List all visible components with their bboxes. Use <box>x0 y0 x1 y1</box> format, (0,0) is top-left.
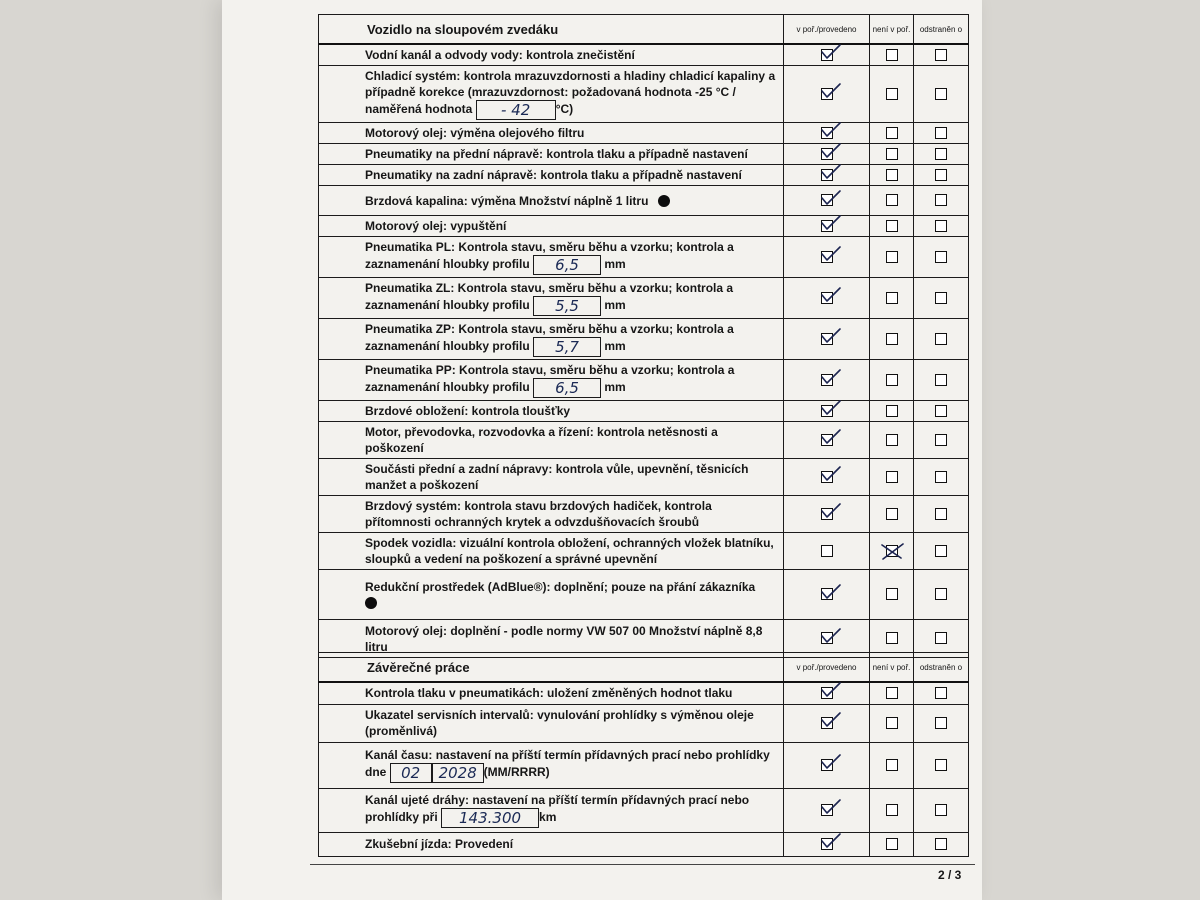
checkbox-done[interactable] <box>821 374 833 386</box>
checklist-row <box>319 237 969 278</box>
handwritten-value-field[interactable]: 2028 <box>432 763 484 783</box>
checkbox-cell-not-ok <box>870 278 914 319</box>
checkbox-cell-not-ok <box>870 401 914 422</box>
label-text: Zkušební jízda: Provedení <box>365 837 514 851</box>
checkbox-cell-removed <box>914 570 969 620</box>
section-lift <box>318 14 968 658</box>
checkbox-cell-removed <box>914 278 969 319</box>
checkbox-cell-removed <box>914 237 969 278</box>
handwritten-value-field[interactable]: 5,5 <box>533 296 601 316</box>
handwritten-value-field[interactable]: 5,7 <box>533 337 601 357</box>
checkbox-done[interactable] <box>821 405 833 417</box>
checkbox-done[interactable] <box>821 545 833 557</box>
checkbox-not-ok[interactable] <box>886 148 898 160</box>
checkbox-cell-done <box>784 144 870 165</box>
checkbox-cell-removed <box>914 144 969 165</box>
checkbox-done[interactable] <box>821 632 833 644</box>
checkbox-cell-not-ok <box>870 186 914 216</box>
row-label <box>319 496 784 533</box>
checklist-row <box>319 459 969 496</box>
handwritten-value-field[interactable]: - 42 <box>476 100 556 120</box>
row-label <box>319 422 784 459</box>
checkbox-removed[interactable] <box>935 374 947 386</box>
label-text: Chladicí systém: kontrola mrazuvzdornosti a hladiny chladicí kapaliny a případně korekce (mrazuvzdornost: požadovaná hodnota -25 °C / naměřená hodnota <box>365 69 776 117</box>
checkbox-cell-removed <box>914 319 969 360</box>
checkbox-cell-done <box>784 237 870 278</box>
label-text: Pneumatiky na zadní nápravě: kontrola tlaku a případně nastavení <box>365 168 742 182</box>
label-text: Součásti přední a zadní nápravy: kontrola vůle, upevnění, těsnicích manžet a poškození <box>365 462 749 492</box>
row-label <box>319 319 784 360</box>
checkbox-not-ok[interactable] <box>886 49 898 61</box>
checkbox-cell-done <box>784 44 870 66</box>
checkbox-cell-removed <box>914 832 969 856</box>
row-label <box>319 123 784 144</box>
checkbox-not-ok[interactable] <box>886 405 898 417</box>
row-label <box>319 704 784 742</box>
row-label <box>319 66 784 123</box>
row-label <box>319 165 784 186</box>
checkbox-done[interactable] <box>821 148 833 160</box>
label-text: Brzdové obložení: kontrola tloušťky <box>365 404 571 418</box>
checkbox-not-ok[interactable] <box>886 127 898 139</box>
checklist-row <box>319 704 969 742</box>
checkbox-not-ok[interactable] <box>886 632 898 644</box>
checkbox-cell-not-ok <box>870 832 914 856</box>
checkbox-removed[interactable] <box>935 717 947 729</box>
label-text: mm <box>601 257 626 272</box>
checkbox-cell-removed <box>914 459 969 496</box>
label-text: Motorový olej: doplnění - podle normy VW 507 00 Množství náplně 8,8 litru <box>365 623 763 654</box>
checklist-row <box>319 144 969 165</box>
checkbox-cell-done <box>784 66 870 123</box>
label-text: Kanál ujeté dráhy: nastavení na příští termín přídavných prací nebo prohlídky při <box>365 793 750 825</box>
handwritten-value-field[interactable]: 143.300 <box>441 808 539 828</box>
checkbox-done[interactable] <box>821 333 833 345</box>
checklist-row <box>319 496 969 533</box>
handwritten-value-field[interactable]: 6,5 <box>533 378 601 398</box>
checkbox-removed[interactable] <box>935 220 947 232</box>
checkbox-not-ok[interactable] <box>886 434 898 446</box>
checkbox-done[interactable] <box>821 588 833 600</box>
checklist-row <box>319 123 969 144</box>
checkbox-removed[interactable] <box>935 333 947 345</box>
label-text: Motor, převodovka, rozvodovka a řízení: kontrola netěsnosti a poškození <box>365 425 718 455</box>
checkbox-removed[interactable] <box>935 471 947 483</box>
checkbox-removed[interactable] <box>935 508 947 520</box>
checklist-row <box>319 570 969 620</box>
checkbox-cell-removed <box>914 422 969 459</box>
checklist-row <box>319 66 969 123</box>
checkbox-cell-removed <box>914 704 969 742</box>
label-text: Kontrola tlaku v pneumatikách: uložení změněných hodnot tlaku <box>365 686 733 701</box>
checkbox-cell-done <box>784 570 870 620</box>
checkbox-done[interactable] <box>821 471 833 483</box>
row-label <box>319 401 784 422</box>
row-label <box>319 533 784 570</box>
checkbox-cell-removed <box>914 186 969 216</box>
label-text: Ukazatel servisních intervalů: vynulování prohlídky s výměnou oleje (proměnlivá) <box>365 708 754 738</box>
checkbox-cell-not-ok <box>870 216 914 237</box>
checkbox-cell-removed <box>914 66 969 123</box>
checkbox-done[interactable] <box>821 838 833 850</box>
checkbox-cell-removed <box>914 682 969 704</box>
checklist-row <box>319 422 969 459</box>
checkbox-cell-done <box>784 319 870 360</box>
checklist-table-lift <box>318 14 969 658</box>
checkbox-done[interactable] <box>821 220 833 232</box>
checklist-row <box>319 278 969 319</box>
checkbox-not-ok[interactable] <box>886 169 898 181</box>
checkbox-cell-done <box>784 742 870 788</box>
checkbox-done[interactable] <box>821 434 833 446</box>
checkbox-cell-done <box>784 459 870 496</box>
checkbox-cell-not-ok <box>870 742 914 788</box>
label-text: Kanál času: nastavení na příští termín přídavných prací nebo prohlídky dne <box>365 748 770 780</box>
label-text: Vodní kanál a odvody vody: kontrola znečistění <box>365 48 635 62</box>
checklist-row <box>319 165 969 186</box>
checkbox-cell-removed <box>914 788 969 832</box>
label-text: °C) <box>555 102 574 117</box>
checklist-row <box>319 44 969 66</box>
checkbox-not-ok[interactable] <box>886 838 898 850</box>
checkbox-removed[interactable] <box>935 545 947 557</box>
checkbox-cell-not-ok <box>870 66 914 123</box>
checkbox-removed[interactable] <box>935 759 947 771</box>
checkbox-cell-not-ok <box>870 360 914 401</box>
checkbox-not-ok[interactable] <box>886 194 898 206</box>
row-label <box>319 186 784 216</box>
checkbox-cell-removed <box>914 401 969 422</box>
checkbox-cell-not-ok <box>870 533 914 570</box>
label-text: Brzdový systém: kontrola stavu brzdových hadiček, kontrola přítomnosti ochranných krytek a odvzdušňovacích šroubů <box>365 499 712 529</box>
checklist-row <box>319 401 969 422</box>
checkbox-done[interactable] <box>821 759 833 771</box>
checkbox-removed[interactable] <box>935 588 947 600</box>
checkbox-not-ok[interactable] <box>886 508 898 520</box>
handwritten-value-field[interactable]: 02 <box>390 763 432 783</box>
checkbox-not-ok[interactable] <box>886 292 898 304</box>
label-text: Pneumatika ZP: Kontrola stavu, směru běhu a vzorku; kontrola a zaznamenání hloubky profilu <box>365 322 734 354</box>
column-header-done: v poř./provedeno <box>784 15 870 45</box>
checkbox-not-ok[interactable] <box>886 471 898 483</box>
checkbox-done[interactable] <box>821 717 833 729</box>
label-text: (MM/RRRR) <box>483 765 550 780</box>
checkbox-not-ok[interactable] <box>886 220 898 232</box>
checklist-row <box>319 186 969 216</box>
checkbox-removed[interactable] <box>935 838 947 850</box>
checkbox-cell-removed <box>914 165 969 186</box>
checkbox-done[interactable] <box>821 88 833 100</box>
checkbox-cell-done <box>784 278 870 319</box>
checkbox-removed[interactable] <box>935 292 947 304</box>
checkbox-cell-removed <box>914 44 969 66</box>
label-text: Pneumatika ZL: Kontrola stavu, směru běhu a vzorku; kontrola a zaznamenání hloubky profilu <box>365 281 734 313</box>
checkbox-not-ok[interactable] <box>886 759 898 771</box>
checklist-row <box>319 788 969 832</box>
checkbox-cell-done <box>784 123 870 144</box>
checkbox-cell-done <box>784 422 870 459</box>
label-text: Motorový olej: výměna olejového filtru <box>365 126 585 140</box>
checklist-row <box>319 533 969 570</box>
row-label <box>319 788 784 832</box>
row-label <box>319 237 784 278</box>
section-final <box>318 652 968 857</box>
row-label <box>319 682 784 704</box>
column-header-not-ok: není v poř. <box>870 653 914 683</box>
row-label <box>319 144 784 165</box>
checkbox-cell-not-ok <box>870 788 914 832</box>
checkbox-cell-done <box>784 788 870 832</box>
checkbox-removed[interactable] <box>935 127 947 139</box>
label-text: Pneumatika PP: Kontrola stavu, směru běhu a vzorku; kontrola a zaznamenání hloubky profilu <box>365 363 735 395</box>
row-label <box>319 44 784 66</box>
checkbox-cell-done <box>784 832 870 856</box>
checkbox-cell-removed <box>914 533 969 570</box>
checkbox-cell-done <box>784 496 870 533</box>
label-text: km <box>539 810 557 825</box>
label-text: Pneumatiky na přední nápravě: kontrola tlaku a případně nastavení <box>365 147 748 161</box>
checkbox-cell-removed <box>914 496 969 533</box>
row-label <box>319 832 784 856</box>
checkbox-cell-removed <box>914 216 969 237</box>
checkbox-done[interactable] <box>821 292 833 304</box>
checkbox-removed[interactable] <box>935 405 947 417</box>
column-header-not-ok: není v poř. <box>870 15 914 45</box>
checkbox-cell-not-ok <box>870 165 914 186</box>
checkbox-cell-done <box>784 216 870 237</box>
row-label <box>319 570 784 620</box>
checkbox-removed[interactable] <box>935 434 947 446</box>
row-label <box>319 278 784 319</box>
checkbox-cell-done <box>784 360 870 401</box>
checkbox-not-ok[interactable] <box>886 588 898 600</box>
checkbox-cell-not-ok <box>870 237 914 278</box>
checkbox-not-ok[interactable] <box>886 374 898 386</box>
checkbox-not-ok[interactable] <box>886 88 898 100</box>
section-header <box>319 653 969 683</box>
checkbox-cell-not-ok <box>870 422 914 459</box>
label-text: Redukční prostředek (AdBlue®): doplnění; pouze na přání zákazníka <box>365 579 756 594</box>
section-title: Závěrečné práce <box>319 653 784 683</box>
checkbox-not-ok[interactable] <box>886 687 898 699</box>
checklist-row <box>319 216 969 237</box>
checkbox-removed[interactable] <box>935 251 947 263</box>
checkbox-cell-not-ok <box>870 704 914 742</box>
page-number: 2 / 3 <box>938 868 962 882</box>
checkbox-not-ok[interactable] <box>886 251 898 263</box>
checkbox-cell-done <box>784 533 870 570</box>
label-text: Spodek vozidla: vizuální kontrola obložení, ochranných vložek blatníku, sloupků a vedení na poškození a správné upevnění <box>365 536 774 566</box>
checkbox-removed[interactable] <box>935 194 947 206</box>
column-header-done: v poř./provedeno <box>784 653 870 683</box>
checklist-table-final <box>318 652 969 857</box>
checkbox-done[interactable] <box>821 251 833 263</box>
bullet-dot-icon <box>658 195 670 207</box>
row-label <box>319 459 784 496</box>
label-text: Motorový olej: vypuštění <box>365 219 507 233</box>
bullet-dot-icon <box>365 597 377 609</box>
row-label <box>319 216 784 237</box>
column-header-removed: odstraněn o <box>914 15 969 45</box>
checklist-row <box>319 832 969 856</box>
label-text: Brzdová kapalina: výměna Množství náplně 1 litru <box>365 193 649 208</box>
checkbox-cell-not-ok <box>870 496 914 533</box>
checkbox-cell-not-ok <box>870 144 914 165</box>
checkbox-done[interactable] <box>821 49 833 61</box>
checklist-row <box>319 682 969 704</box>
checkbox-done[interactable] <box>821 508 833 520</box>
checkbox-cell-done <box>784 186 870 216</box>
checkbox-removed[interactable] <box>935 49 947 61</box>
label-text: mm <box>601 380 626 395</box>
checkbox-not-ok[interactable] <box>886 333 898 345</box>
checkbox-done[interactable] <box>821 169 833 181</box>
checkbox-cell-not-ok <box>870 44 914 66</box>
section-header <box>319 15 969 45</box>
checkbox-cell-not-ok <box>870 682 914 704</box>
checkbox-cell-not-ok <box>870 459 914 496</box>
column-header-removed: odstraněn o <box>914 653 969 683</box>
checkbox-cell-done <box>784 165 870 186</box>
checkbox-cell-not-ok <box>870 123 914 144</box>
checkbox-removed[interactable] <box>935 632 947 644</box>
checkbox-removed[interactable] <box>935 804 947 816</box>
checklist-row <box>319 319 969 360</box>
checkbox-not-ok[interactable] <box>886 804 898 816</box>
checkbox-cell-done <box>784 704 870 742</box>
checkbox-removed[interactable] <box>935 148 947 160</box>
checkbox-cell-removed <box>914 742 969 788</box>
row-label <box>319 360 784 401</box>
checkbox-cell-removed <box>914 123 969 144</box>
checkbox-cell-done <box>784 682 870 704</box>
checkbox-cell-removed <box>914 360 969 401</box>
checkbox-done[interactable] <box>821 804 833 816</box>
label-text: mm <box>601 298 626 313</box>
checklist-row <box>319 742 969 788</box>
footer-rule <box>310 864 975 865</box>
checkbox-removed[interactable] <box>935 169 947 181</box>
section-title: Vozidlo na sloupovém zvedáku <box>319 15 784 45</box>
checkbox-done[interactable] <box>821 127 833 139</box>
checkbox-not-ok[interactable] <box>886 545 898 557</box>
checkbox-cell-not-ok <box>870 570 914 620</box>
checkbox-cell-not-ok <box>870 319 914 360</box>
handwritten-value-field[interactable]: 6,5 <box>533 255 601 275</box>
checkbox-cell-done <box>784 401 870 422</box>
checkbox-not-ok[interactable] <box>886 717 898 729</box>
label-text: mm <box>601 339 626 354</box>
row-label <box>319 742 784 788</box>
checkbox-removed[interactable] <box>935 88 947 100</box>
checkbox-done[interactable] <box>821 687 833 699</box>
label-text: Pneumatika PL: Kontrola stavu, směru běhu a vzorku; kontrola a zaznamenání hloubky profilu <box>365 240 734 272</box>
checkbox-removed[interactable] <box>935 687 947 699</box>
checkbox-done[interactable] <box>821 194 833 206</box>
checklist-row <box>319 360 969 401</box>
